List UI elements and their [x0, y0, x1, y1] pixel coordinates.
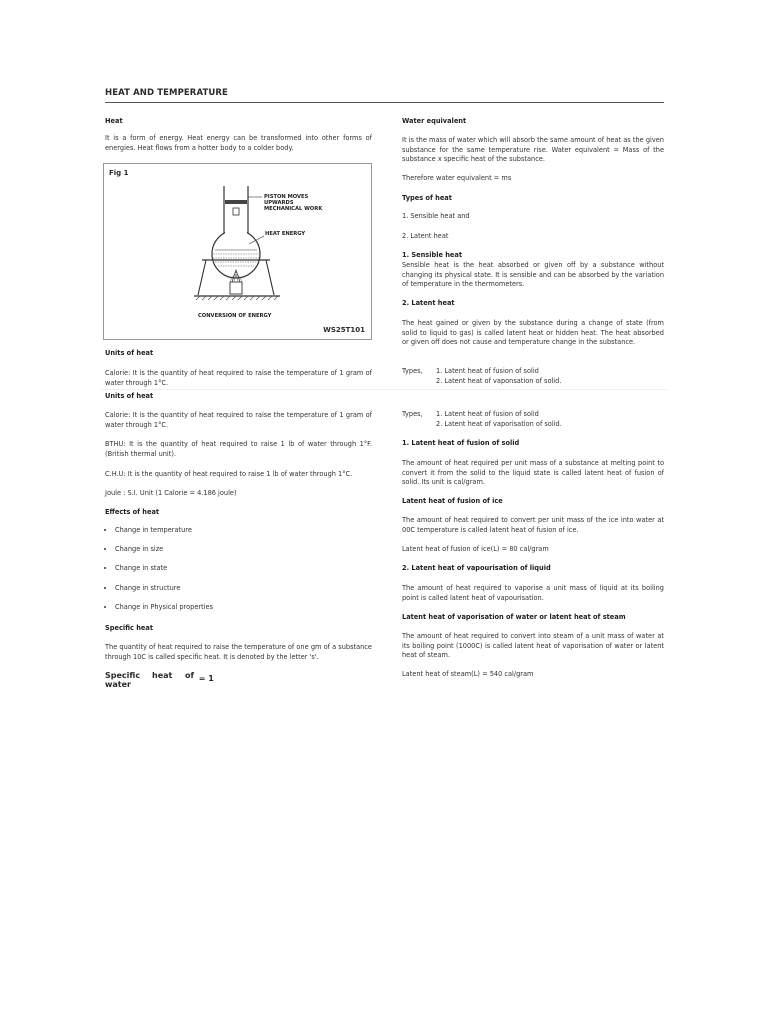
sp-word: water	[105, 680, 131, 689]
list-item: • Change in structure	[115, 584, 372, 593]
joule-paragraph: Joule : S.I. Unit (1 Calorie = 4.186 joule)	[105, 489, 237, 497]
divider	[101, 389, 668, 390]
steam-value: Latent heat of steam(L) = 540 cal/gram	[402, 670, 534, 678]
figure-code: WS25T101	[323, 326, 365, 334]
list-item: • Change in state	[115, 564, 372, 573]
figure-caption: CONVERSION OF ENERGY	[198, 313, 272, 319]
types-label: Types,	[402, 410, 423, 418]
sp-equals: = 1	[198, 674, 214, 683]
sensible-heat-heading: 1. Sensible heat	[402, 251, 463, 259]
figure-label: Fig 1	[109, 169, 129, 177]
units-heading: Units of heat	[105, 392, 154, 400]
water-equivalent-formula: Therefore water equivalent = ms	[402, 174, 512, 182]
list-item: • Change in Physical properties	[115, 603, 372, 612]
annotation-line: PISTON MOVES	[264, 194, 309, 200]
types-block	[402, 410, 664, 429]
types-heading: Types of heat	[402, 194, 452, 202]
sensible-heat-paragraph: Sensible heat is the heat absorbed or given off by a substance without changing its physical state. It is sensible and can be absorbed by the variation of temperature in the thermometers.	[402, 261, 664, 289]
type-item: 2. Latent heat	[402, 232, 449, 240]
units-heading: Units of heat	[105, 349, 154, 357]
fusion-paragraph: The amount of heat required per unit mass of a substance at melting point to convert it from the solid to the liquid state is called latent heat of fusion of solid. Its unit is cal/gram.	[402, 459, 664, 487]
water-equivalent-heading: Water equivalent	[402, 117, 467, 125]
steam-paragraph: The amount of heat required to convert into steam of a unit mass of water at its boiling point (1000C) is called latent heat of vaporisation of water or latent heat of steam.	[402, 632, 664, 660]
calorie-paragraph: Calorie: It is the quantity of heat required to raise the temperature of 1 gram of water through 1°C.	[105, 411, 372, 429]
types-block	[402, 367, 664, 386]
vaporisation-paragraph: The amount of heat required to vaporise a unit mass of liquid at its boiling point is called latent heat of vapourisation.	[402, 584, 664, 602]
list-item: 1. Latent heat of fusion of solid	[436, 410, 539, 418]
water-equivalent-paragraph: It is the mass of water which will absorb the same amount of heat as the given substance for the same temperature rise. Water equivalent = Mass of the substance x specific heat of the substance.	[402, 136, 664, 164]
vaporisation-heading: 2. Latent heat of vapourisation of liquid	[402, 564, 551, 572]
steam-heading: Latent heat of vaporisation of water or latent heat of steam	[402, 613, 626, 621]
list-item: 2. Latent heat of vaporisation of solid.	[436, 419, 562, 428]
list-item: 1. Latent heat of fusion of solid	[436, 367, 539, 375]
latent-heat-paragraph: The heat gained or given by the substance during a change of state (from solid to liquid to gas) is called latent heat or hidden heat. The heat absorbed or given off does not cause and temperature change in the substance.	[402, 319, 664, 347]
fusion-ice-paragraph: The amount of heat required to convert per unit mass of the ice into water at 00C temperature is called latent heat of fusion of ice.	[402, 516, 664, 534]
latent-heat-heading: 2. Latent heat	[402, 299, 455, 307]
specific-heat-paragraph: The quantity of heat required to raise the temperature of one gm of a substance through 10C is called specific heat. It is denoted by the letter 's'.	[105, 643, 372, 661]
list-item: • Change in size	[115, 545, 372, 554]
chu-paragraph: C.H.U: It is the quantity of heat required to raise 1 lb of water through 1°C.	[105, 470, 353, 478]
piston-head	[225, 200, 247, 204]
heat-heading: Heat	[105, 117, 123, 125]
heat-energy-annotation: HEAT ENERGY	[265, 231, 306, 237]
bthu-paragraph: BTHU: It is the quantity of heat required to raise 1 lb of water through 1°F. (British thermal unit).	[105, 440, 372, 458]
sp-word: of	[185, 671, 194, 680]
calorie-paragraph: Calorie: It is the quantity of heat required to raise the temperature of 1 gram of water through 1°C.	[105, 369, 372, 387]
list-item: 2. Latent heat of vaponsation of solid.	[436, 376, 562, 385]
annotation-line: MECHANICAL WORK	[264, 206, 323, 212]
heat-paragraph: It is a form of energy. Heat energy can be transformed into other forms of energies. Heat flows from a hotter body to a colder body.	[105, 134, 372, 152]
specific-heat-of-water	[105, 671, 215, 689]
type-item: 1. Sensible heat and	[402, 212, 470, 220]
list-item: • Change in temperature	[115, 526, 372, 535]
effects-heading: Effects of heat	[105, 508, 160, 516]
effects-list	[105, 526, 372, 622]
fusion-ice-value: Latent heat of fusion of ice(L) = 80 cal/gram	[402, 545, 549, 553]
page-title: HEAT AND TEMPERATURE	[105, 88, 664, 103]
fusion-heading: 1. Latent heat of fusion of solid	[402, 439, 520, 447]
annotation-line: UPWARDS	[264, 200, 294, 206]
fusion-ice-heading: Latent heat of fusion of ice	[402, 497, 503, 505]
piston-annotation	[264, 194, 322, 212]
specific-heat-heading: Specific heat	[105, 624, 153, 632]
types-label: Types,	[402, 367, 423, 375]
figure-conversion-of-energy	[103, 163, 372, 340]
sp-word: Specific	[105, 671, 141, 680]
sp-word: heat	[152, 671, 173, 680]
